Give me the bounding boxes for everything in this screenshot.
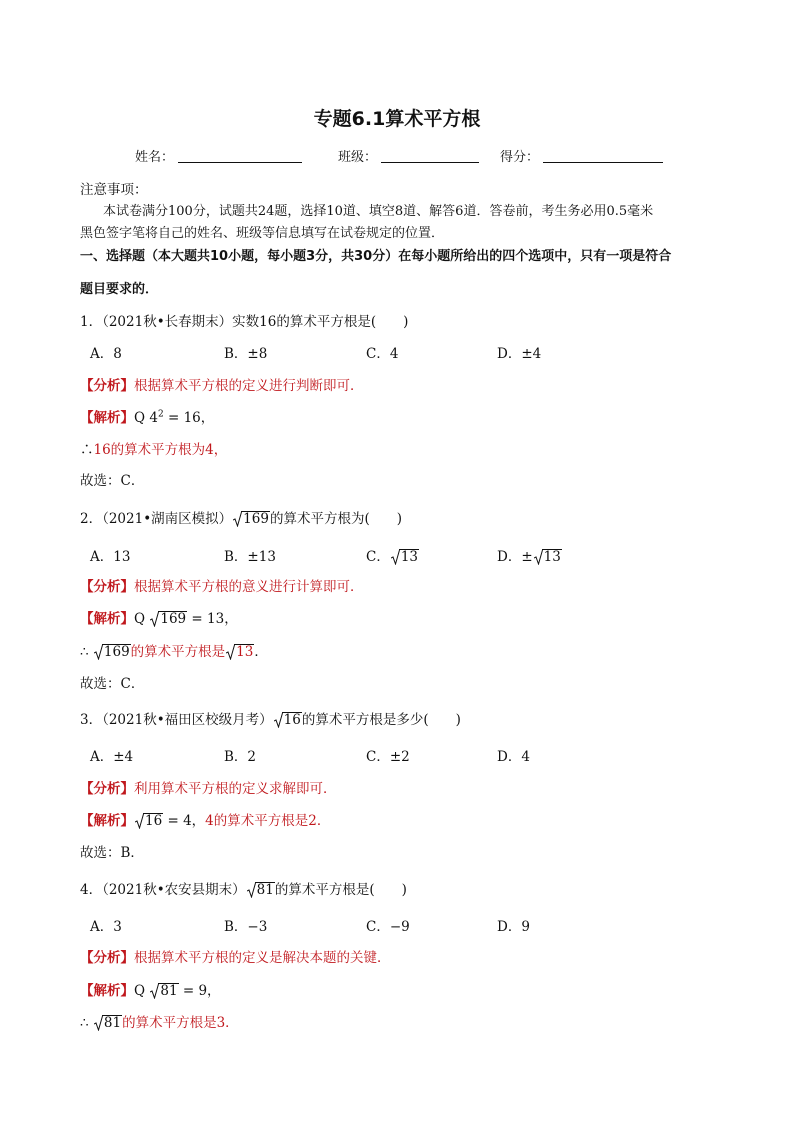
question-1-option-b: B．±8 xyxy=(224,346,268,362)
question-1-option-a: A．8 xyxy=(90,346,122,362)
solution-tag: 【解析】 xyxy=(80,410,134,426)
question-1-stem: 1．（2021秋•长春期末）实数16的算术平方根是( ) xyxy=(80,314,409,330)
question-2-solution: 【解析】Q 169 = 13， xyxy=(80,611,238,627)
question-1-solution: 【解析】Q $4^2 = 16$， xyxy=(80,409,215,426)
notes-heading: 注意事项： xyxy=(80,182,148,198)
sqrt-symbol: 13 xyxy=(534,549,562,565)
question-3-analysis: 【分析】利用算术平方根的定义求解即可． xyxy=(80,781,337,797)
name-field xyxy=(135,146,302,165)
question-4-option-a: A．3 xyxy=(90,919,122,935)
question-4-conclusion: ∴ 81的算术平方根是3． xyxy=(80,1015,239,1031)
name-blank xyxy=(178,150,302,163)
score-field xyxy=(500,146,663,165)
sqrt-symbol: 16 xyxy=(135,813,163,829)
question-3-answer: 故选：B． xyxy=(80,845,144,861)
question-1-conclusion: ∴16的算术平方根为4， xyxy=(80,442,228,458)
question-2-option-c: C． 13 xyxy=(366,549,419,565)
question-3-option-d: D．4 xyxy=(497,749,530,765)
question-1-answer: 故选：C． xyxy=(80,473,145,489)
question-3-option-c: C．±2 xyxy=(366,749,410,765)
question-4-analysis: 【分析】根据算术平方根的定义是解决本题的关键． xyxy=(80,950,391,966)
sqrt-symbol: 169 xyxy=(150,611,187,627)
name-label: 姓名： xyxy=(135,150,175,165)
sqrt-symbol: 81 xyxy=(94,1015,122,1031)
analysis-text: 根据算术平方根的定义进行判断即可． xyxy=(134,378,364,394)
question-4-option-b: B．−3 xyxy=(224,919,268,935)
sqrt-symbol: 13 xyxy=(391,549,419,565)
sqrt-symbol: 81 xyxy=(150,983,178,999)
notes-line-2: 黑色签字笔将自己的姓名、班级等信息填写在试卷规定的位置． xyxy=(80,226,445,241)
question-1-option-d: D．±4 xyxy=(497,346,542,362)
question-3-solution: 【解析】 16 = 4，4的算术平方根是2． xyxy=(80,813,331,829)
section-heading-line-1: 一、选择题（本大题共10小题，每小题3分，共30分）在每小题所给出的四个选项中，只有一项是符合 xyxy=(80,249,672,264)
question-3-stem: 3．（2021秋•福田区校级月考） 16的算术平方根是多少( ) xyxy=(80,712,461,728)
question-1-option-c: C．4 xyxy=(366,346,399,362)
sqrt-symbol: 16 xyxy=(274,712,302,728)
score-label: 得分： xyxy=(500,150,540,165)
question-2-stem: 2．（2021•湖南区模拟） 169的算术平方根为( ) xyxy=(80,511,402,527)
sqrt-symbol: 169 xyxy=(233,511,270,527)
question-4-option-d: D．9 xyxy=(497,919,530,935)
question-2-option-a: A．13 xyxy=(90,549,131,565)
sqrt-symbol: 169 xyxy=(94,644,131,660)
question-2-analysis: 【分析】根据算术平方根的意义进行计算即可． xyxy=(80,579,364,595)
page-title: 专题6.1算术平方根 xyxy=(313,108,481,130)
question-4-option-c: C．−9 xyxy=(366,919,410,935)
question-2-answer: 故选：C． xyxy=(80,676,145,692)
class-field xyxy=(338,146,479,165)
score-blank xyxy=(543,150,663,163)
question-3-option-b: B．2 xyxy=(224,749,257,765)
section-heading-line-2: 题目要求的． xyxy=(80,282,159,297)
question-4-stem: 4．（2021秋•农安县期末） 81的算术平方根是( ) xyxy=(80,882,407,898)
question-2-option-d: D．± 13 xyxy=(497,549,561,565)
question-4-solution: 【解析】Q 81 = 9， xyxy=(80,983,221,999)
question-1-analysis xyxy=(80,374,364,394)
analysis-tag: 【分析】 xyxy=(80,378,134,394)
notes-line-1: 本试卷满分100分，试题共24题，选择10道、填空8道、解答6道．答卷前，考生务必用0.5毫米 xyxy=(103,204,654,219)
question-2-conclusion: ∴ 169的算术平方根是 13． xyxy=(80,644,268,660)
question-2-option-b: B．±13 xyxy=(224,549,276,565)
sqrt-symbol: 13 xyxy=(226,644,254,660)
question-3-option-a: A．±4 xyxy=(90,749,134,765)
class-label: 班级： xyxy=(338,150,378,165)
sqrt-symbol: 81 xyxy=(247,882,275,898)
class-blank xyxy=(381,150,479,163)
